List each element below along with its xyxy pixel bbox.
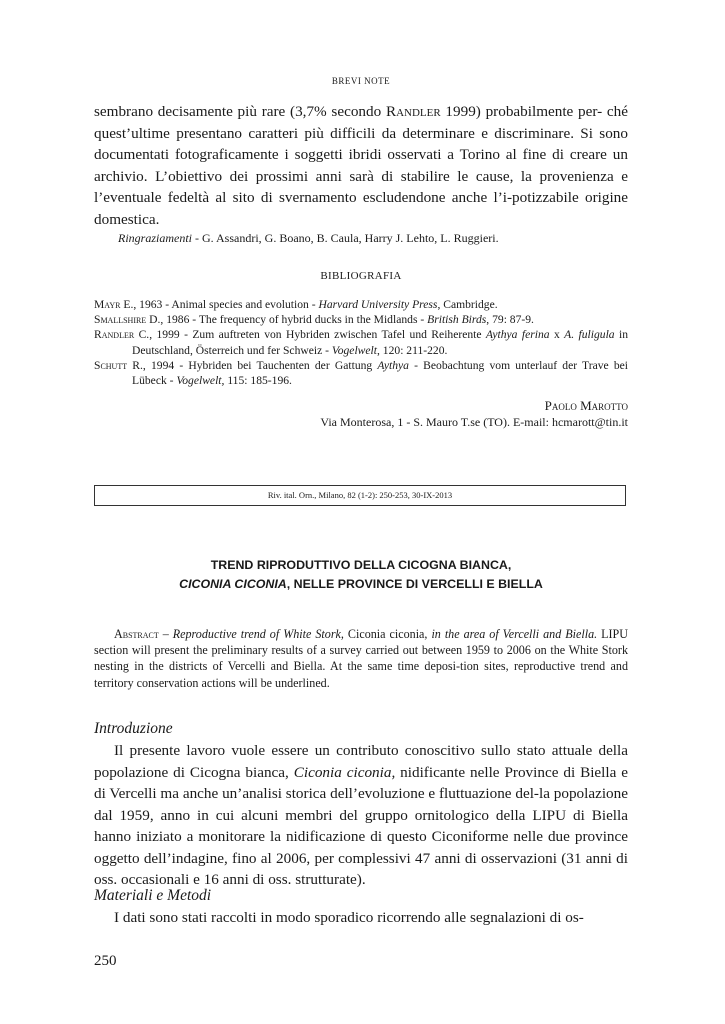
article-title-line2: [94, 575, 628, 594]
methods-heading: Materiali e Metodi: [94, 887, 212, 904]
abstract: [94, 626, 628, 691]
reference-item: [94, 297, 628, 312]
abstract-label: Abstract: [114, 627, 159, 641]
continuation-text-a: sembrano decisamente più rare (3,7% secondo: [94, 103, 386, 120]
bibliography-list: [94, 297, 628, 388]
reference-item: [94, 327, 628, 357]
reference-text: D., 1986 - The frequency of hybrid ducks in the Midlands -: [146, 313, 428, 327]
introduction-text-b: nidificante nelle Province di Biella e di Vercelli ma anche un’analisi storica dell’evoluzione e fluttuazione del-la popolazione dal 1959, anno in cui alcuni membri del gruppo ornitologico della LIPU di Biella hanno iniziato a monitorare la nidificazione di questo Ciconiforme nelle due province oggetto dell’indagine, fino al 2006, per complessivi 47 anni di osservazioni (31 anni di oss. occasionali e 16 anni di oss. strutturate).: [94, 763, 628, 888]
acknowledgements: [94, 230, 628, 246]
author-signature: [320, 397, 628, 431]
reference-text: E., 1963 - Animal species and evolution -: [120, 298, 319, 311]
reference-text: - Beobachtung vom unterlauf der Trave bei Lübeck -: [132, 358, 629, 388]
article-title-rest: , NELLE PROVINCE DI VERCELLI E BIELLA: [286, 577, 543, 591]
abstract-species: Ciconia ciconia,: [343, 627, 432, 641]
article-title-line1: TREND RIPRODUTTIVO DELLA CICOGNA BIANCA,: [210, 558, 512, 572]
abstract-text: LIPU section will present the preliminary results of a survey carried out between 1959 to 2006 on the White Stork nesting in the districts of Vercelli and Biella. At the same time deposi-tion sites, reproductive trend and territory conservation actions will be underlined.: [94, 627, 628, 690]
reference-author: Schutt: [94, 358, 128, 372]
methods-paragraph: [94, 907, 628, 929]
introduction-heading: Introduzione: [94, 720, 173, 737]
reference-journal: Vogelwelt,: [176, 374, 225, 388]
bibliography-title: BIBLIOGRAFIA: [320, 270, 402, 282]
methods-text: I dati sono stati raccolti in modo sporadico ricorrendo alle segnalazioni di os-: [114, 909, 584, 926]
abstract-title-area: in the area of Vercelli and Biella.: [431, 627, 598, 641]
continuation-paragraph: [94, 101, 628, 230]
reference-text: 115: 185-196.: [224, 374, 292, 388]
reference-author: Smallshire: [94, 313, 147, 327]
article-title-species: CICONIA CICONIA: [179, 577, 287, 591]
reference-item: [94, 312, 628, 327]
reference-text: C., 1999 - Zum auftreten von Hybriden zwischen Tafel und Reiherente: [134, 328, 486, 342]
reference-author: Mayr: [94, 298, 121, 311]
page: [94, 0, 628, 1024]
running-head: BREVI NOTE: [331, 76, 391, 86]
abstract-dash: –: [158, 627, 173, 641]
reference-author: Randler: [94, 328, 135, 342]
abstract-title-italic: Reproductive trend of White Stork,: [172, 627, 344, 641]
reference-species: A. fuligula: [564, 328, 615, 342]
author-name: Paolo Marotto: [544, 398, 628, 413]
article-title: [94, 556, 628, 594]
reference-text: x: [549, 328, 565, 342]
acknowledgements-text: - G. Assandri, G. Boano, B. Caula, Harry J. Lehto, L. Ruggieri.: [192, 231, 499, 245]
reference-text: in Deutschland, Österreich und fer Schweiz -: [132, 328, 629, 357]
reference-species: Aythya ferina: [485, 328, 550, 342]
page-number: 250: [94, 953, 117, 969]
introduction-text-a: Il presente lavoro vuole essere un contributo conoscitivo sullo stato attuale della popolazione di Cicogna bianca,: [94, 742, 628, 781]
continuation-text-b: 1999) probabilmente per-: [440, 103, 603, 120]
reference-item: [94, 358, 628, 388]
reference-publisher: Harvard University Press: [318, 298, 438, 311]
cited-author: Randler: [385, 103, 441, 120]
journal-citation-box: Riv. ital. Orn., Milano, 82 (1-2): 250-253, 30-IX-2013: [94, 485, 626, 506]
continuation-text-rest: ché quest’ultime presentano caratteri più difficili da determinare e discriminare. Si sono documentati fotograficamente i soggetti ibridi osservati a Torino al fine di creare un archivio. L’obiettivo dei prossimi anni sarà di stabilire le cause, la provenienza e l’eventuale fedeltà al sito di svernamento escludendone anche l’i-potizzabile origine domestica.: [94, 103, 628, 228]
reference-text: , Cambridge.: [437, 298, 498, 311]
reference-text: R., 1994 - Hybriden bei Tauchenten der Gattung: [127, 358, 378, 372]
author-address: Via Monterosa, 1 - S. Mauro T.se (TO). E-mail: hcmarott@tin.it: [320, 415, 628, 429]
reference-genus: Aythya: [377, 358, 409, 372]
reference-text: , 79: 87-9.: [486, 313, 534, 327]
reference-journal: British Birds: [427, 313, 487, 327]
reference-journal: Vogelwelt: [331, 343, 377, 357]
introduction-species: Ciconia ciconia,: [293, 763, 396, 781]
acknowledgements-label: Ringraziamenti: [118, 231, 192, 245]
introduction-paragraph: [94, 740, 628, 891]
reference-text: , 120: 211-220.: [377, 343, 448, 357]
